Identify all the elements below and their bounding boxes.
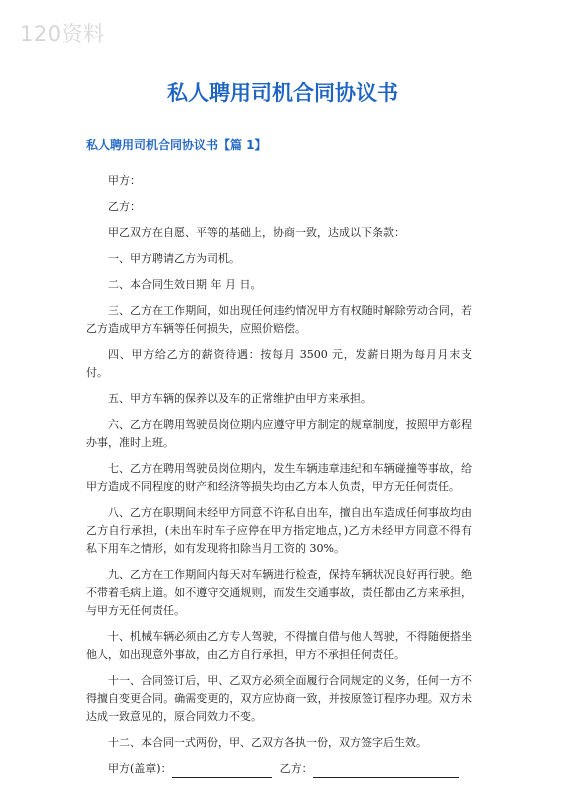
party-a-signature-blank[interactable] bbox=[172, 763, 272, 778]
clause-paragraph: 一、甲方聘请乙方为司机。 bbox=[108, 252, 240, 265]
clause-paragraph: 三、乙方在工作期间，如出现任何违约情况甲方有权随时解除劳动合同，若乙方造成甲方车辆等任何损失，应照价赔偿。 bbox=[86, 304, 472, 335]
clause-paragraph: 八、乙方在职期间未经甲方同意不许私自出车，擅自出车造成任何事故均由乙方自行承担，(未出车时车子应停在甲方指定地点，)乙方未经甲方同意不得有私下用车之情形，如有发现将扣除当月工资的 30%。 bbox=[86, 506, 472, 555]
clause-paragraph: 二、本合同生效日期 年 月 日。 bbox=[108, 278, 262, 291]
clause-paragraph: 九、乙方在工作期间内每天对车辆进行检查，保持车辆状况良好再行驶。绝不带着毛病上道。如不遵守交通规则，而发生交通事故，责任都由乙方来承担，与甲方无任何责任。 bbox=[86, 568, 472, 617]
clause-paragraph: 十、机械车辆必须由乙方专人驾驶，不得擅自借与他人驾驶，不得随便搭坐他人，如出现意外事故，由乙方自行承担，甲方不承担任何责任。 bbox=[86, 630, 472, 661]
document-title: 私人聘用司机合同协议书 bbox=[167, 81, 398, 105]
clause-paragraph: 十二、本合同一式两份，甲、乙双方各执一份，双方签字后生效。 bbox=[108, 736, 427, 749]
party-b-signature-blank[interactable] bbox=[313, 763, 459, 778]
party-a-signature-label: 甲方(盖章)： bbox=[108, 762, 172, 775]
watermark: 120资料 bbox=[20, 22, 105, 46]
section-heading: 私人聘用司机合同协议书【篇 1】 bbox=[86, 138, 267, 152]
party-b-signature-label: 乙方： bbox=[279, 762, 313, 775]
clause-paragraph: 五、甲方车辆的保养以及车的正常维护由甲方来承担。 bbox=[108, 392, 372, 405]
clause-paragraph: 十一、合同签订后，甲、乙双方必须全面履行合同规定的义务，任何一方不得擅自变更合同。确需变更的，双方应协商一致，并按原签订程序办理。双方未达成一致意见的，原合同效力不变。 bbox=[86, 674, 472, 723]
clause-paragraph: 七、乙方在聘用驾驶员岗位期内，发生车辆违章违纪和车辆碰撞等事故，给甲方造成不同程度的财产和经济等损失均由乙方本人负责，甲方无任何责任。 bbox=[86, 462, 472, 493]
clause-paragraph: 六、乙方在聘用驾驶员岗位期内应遵守甲方制定的规章制度，按照甲方彰程办事，准时上班。 bbox=[86, 418, 472, 449]
clause-paragraph: 甲方： bbox=[108, 174, 141, 187]
clause-paragraph: 四、甲方给乙方的薪资待遇：按每月 3500 元，发薪日期为每月月末支付。 bbox=[86, 348, 472, 379]
clause-paragraph: 甲乙双方在自愿、平等的基础上，协商一致，达成以下条款： bbox=[108, 226, 405, 239]
contract-body bbox=[86, 172, 472, 778]
clause-paragraph: 乙方： bbox=[108, 200, 141, 213]
signature-line bbox=[86, 760, 472, 778]
